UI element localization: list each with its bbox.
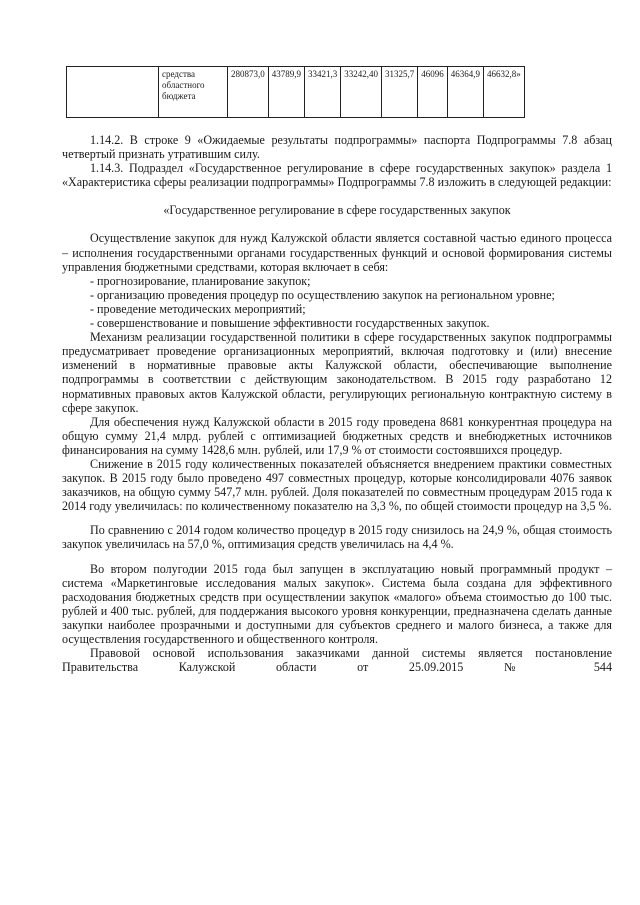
table-cell-value: 31325,7 (382, 67, 418, 118)
paragraph-1-14-2: 1.14.2. В строке 9 «Ожидаемые результаты подпрограммы» паспорта Подпрограммы 7.8 абзац четвертый признать утратившим силу. (62, 133, 612, 162)
paragraph: Снижение в 2015 году количественных показателей объясняется внедрением практики совместных закупок. В 2015 году было проведено 497 совместных процедур, которые консолидировали 4076 заявок заказчиков, на общую сумму 547,7 млн. рублей. Доля показателей по совместным процедурам 2015 года к 2014 году увеличилась: по количественному показателю на 3,3 %, по общей стоимости процедур на 3,5 %. (62, 456, 612, 514)
table-cell-value: 43789,9 (268, 67, 304, 118)
funding-table (66, 66, 525, 118)
table-cell-value: 46364,9 (447, 67, 483, 118)
paragraph: Механизм реализации государственной политики в сфере государственных закупок подпрограммы предусматривает проведение организационных мероприятий, включая подготовку и (или) внесение изменений в нормативные правовые акты Калужской области, обеспечивающие выполнение подпрограммы в соответствии с действующим законодательством. В 2015 году разработано 12 нормативных правовых актов Калужской области, регулирующих региональную контрактную систему в сфере закупок. (62, 330, 612, 415)
paragraph: Во втором полугодии 2015 года был запущен в эксплуатацию новый программный продукт – система «Маркетинговые исследования малых закупок». Система была создана для эффективного расходования бюджетных средств при осуществлении закупок «малого» объема стоимостью до 100 тыс. рублей и 400 тыс. рублей, для поддержания высокого уровня конкуренции, предназначена сделать данные закупки наиболее прозрачными и доступными для субъектов среднего и малого бизнеса, а также для осуществления государственного и общественного контроля. (62, 561, 612, 646)
document-body (62, 133, 612, 674)
table-cell-value: 33242,40 (341, 67, 382, 118)
list-item: - проведение методических мероприятий; (90, 301, 306, 316)
list-item: - совершенствование и повышение эффективности государственных закупок. (90, 316, 490, 331)
list-item: - прогнозирование, планирование закупок; (90, 273, 311, 288)
paragraph: Осуществление закупок для нужд Калужской области является составной частью единого процесса – исполнения государственными органами государственных функций и основой формирования системы управления бюджетными средствами, которая включает в себя: (62, 231, 612, 274)
table-cell-value: 46632,8» (484, 67, 525, 118)
table-cell-value: 33421,3 (305, 67, 341, 118)
table-row (67, 67, 525, 118)
paragraph-1-14-3: 1.14.3. Подраздел «Государственное регулирование в сфере государственных закупок» раздела 1 «Характеристика сферы реализации подпрограммы» Подпрограммы 7.8 изложить в следующей редакции: (62, 161, 612, 190)
paragraph: По сравнению с 2014 годом количество процедур в 2015 году снизилось на 24,9 %, общая стоимость закупок увеличилась на 57,0 %, оптимизация средств увеличилась на 4,4 %. (62, 523, 612, 552)
table-cell-value: 46096 (418, 67, 448, 118)
table-cell-value: 280873,0 (228, 67, 269, 118)
list-item: - организацию проведения процедур по осуществлению закупок на региональном уровне; (90, 287, 555, 302)
paragraph: Правовой основой использования заказчиками данной системы является постановление Правительства Калужской области от 25.09.2015 № 544 (62, 646, 612, 675)
paragraph: Для обеспечения нужд Калужской области в 2015 году проведена 8681 конкурентная процедура на общую сумму 21,4 млрд. рублей с оптимизацией бюджетных средств и внебюджетных источников финансирования на сумму 1428,6 млн. рублей, или 17,9 % от стоимости состоявшихся процедур. (62, 414, 612, 457)
table-cell-label: средства областного бюджета (159, 67, 228, 118)
table-cell-empty (67, 67, 159, 118)
section-heading: «Государственное регулирование в сфере государственных закупок (163, 203, 511, 218)
